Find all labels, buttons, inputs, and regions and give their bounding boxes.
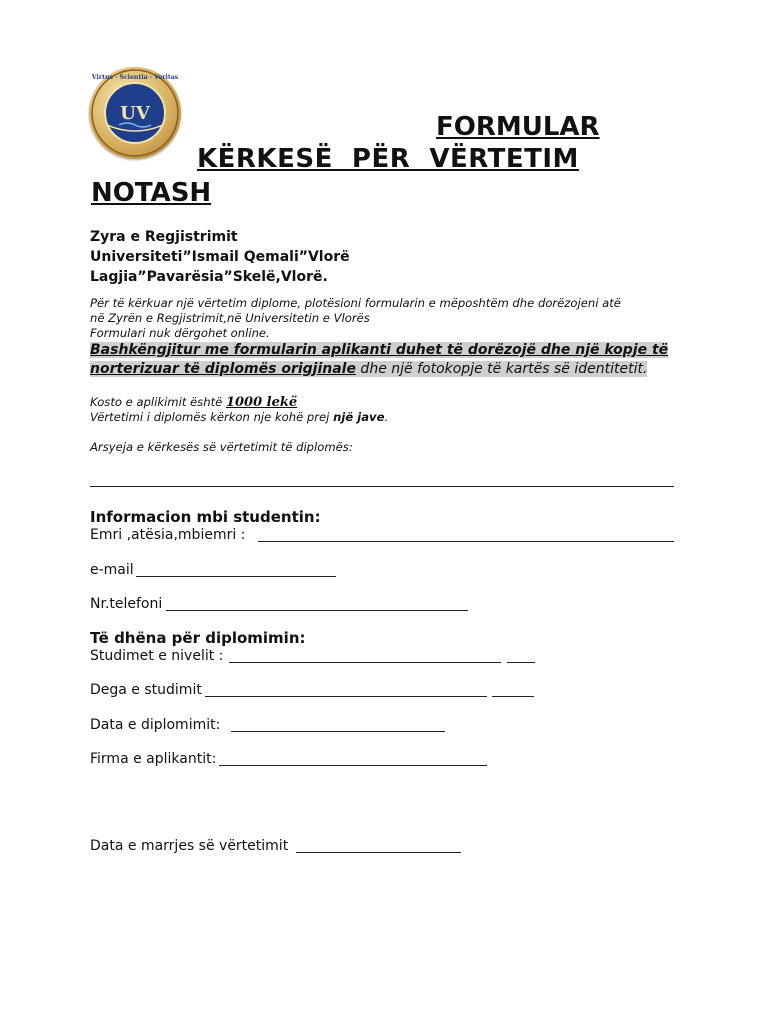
title-grades: NOTASH (91, 178, 212, 208)
study-level-field-extra[interactable] (507, 662, 535, 663)
phone-label: Nr.telefoni (90, 596, 163, 612)
university-name: Universiteti”Ismail Qemali”Vlorë (90, 249, 350, 265)
logo-motto: Virtus · Scientia · Veritas (91, 74, 179, 81)
study-level-label: Studimet e nivelit : (90, 648, 224, 664)
phone-field[interactable] (166, 610, 468, 611)
attachment-tail-text: së identitetit. (554, 361, 648, 377)
study-level-field[interactable] (229, 662, 501, 663)
signature-label: Firma e aplikantit: (90, 751, 217, 767)
university-seal-icon (89, 67, 181, 159)
cost-label: Kosto e aplikimit është (90, 395, 226, 409)
receipt-date-label: Data e marrjes së vërtetimit (90, 838, 289, 854)
reason-field[interactable] (90, 486, 674, 487)
duration-period: . (384, 410, 389, 424)
study-branch-field[interactable] (205, 696, 487, 697)
office-name: Zyra e Regjistrimit (90, 229, 238, 245)
attachment-id-copy-text: dhe një fotokopje të kartës (355, 361, 554, 377)
name-label: Emri ,atësia,mbiemri : (90, 527, 246, 543)
graduation-date-field[interactable] (231, 731, 445, 732)
signature-field[interactable] (219, 765, 487, 766)
title-formular: FORMULAR (436, 112, 600, 142)
attachment-note (90, 341, 680, 379)
title-request: KËRKESË PËR VËRTETIM (197, 144, 579, 174)
email-label: e-mail (90, 562, 134, 578)
study-branch-field-extra[interactable] (492, 696, 534, 697)
attachment-required-text: Bashkëngjitur me formularin aplikanti duhet të dorëzojë dhe një kopje të norterizuar të diplomës origjinale (90, 342, 669, 377)
cost-amount: 1000 lekë (225, 395, 298, 410)
intro-text (90, 296, 680, 341)
reason-label: Arsyeja e kërkesës së vërtetimit të diplomës: (90, 440, 353, 454)
graduation-section-heading: Të dhëna për diplomimin: (90, 629, 306, 647)
graduation-date-label: Data e diplomimit: (90, 717, 221, 733)
study-branch-label: Dega e studimit (90, 682, 202, 698)
duration-label: Vërtetimi i diplomës kërkon nje kohë prej (90, 410, 334, 424)
office-address (90, 227, 350, 287)
duration-value: një jave (333, 410, 385, 424)
office-street: Lagjia”Pavarësia”Skelë,Vlorë. (90, 269, 328, 285)
receipt-date-field[interactable] (296, 852, 461, 853)
student-section-heading: Informacion mbi studentin: (90, 508, 321, 526)
name-field[interactable] (258, 541, 674, 542)
intro-line-3: Formulari nuk dërgohet online. (90, 326, 270, 340)
university-logo (89, 67, 181, 159)
intro-line-2: në Zyrën e Regjistrimit,në Universitetin e Vlorës (90, 311, 370, 325)
logo-initials: UV (120, 103, 150, 124)
cost-info (90, 395, 680, 425)
email-field[interactable] (136, 576, 336, 577)
intro-line-1: Për të kërkuar një vërtetim diplome, plotësioni formularin e mëposhtëm dhe dorëzojeni atë (90, 296, 621, 310)
